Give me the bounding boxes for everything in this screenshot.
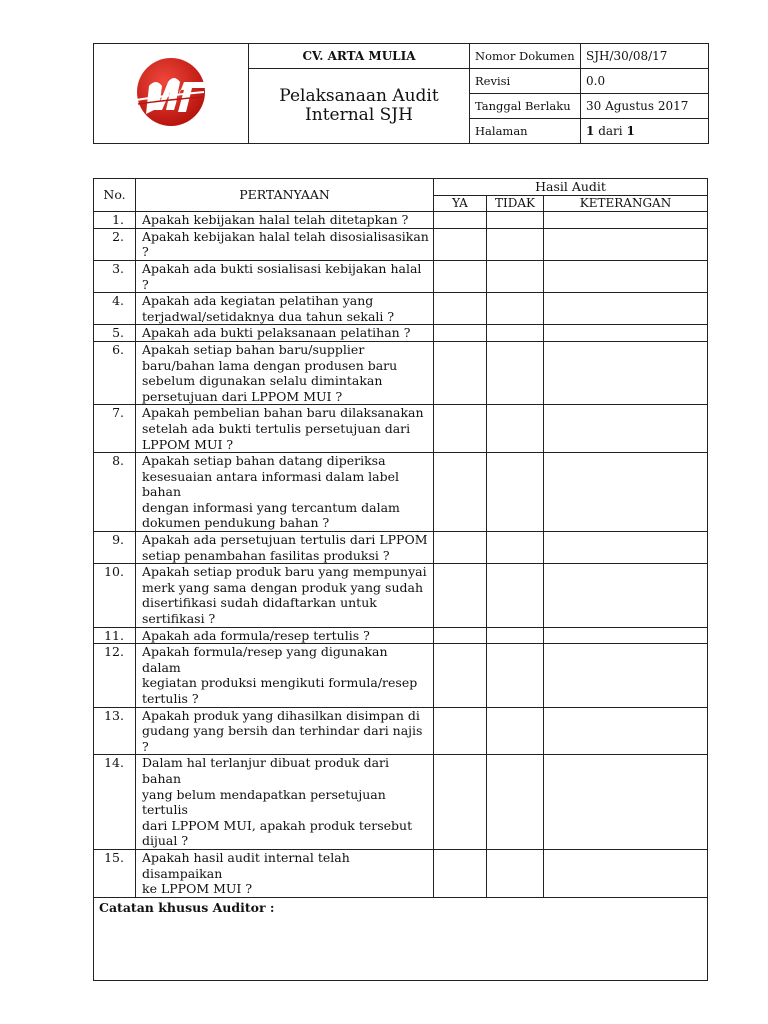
table-row bbox=[94, 532, 708, 564]
answer-ya-cell[interactable] bbox=[434, 627, 487, 644]
question-line: Apakah kebijakan halal telah ditetapkan ? bbox=[142, 212, 409, 228]
meta-value-tanggal: 30 Agustus 2017 bbox=[581, 94, 709, 119]
answer-keterangan-cell[interactable] bbox=[544, 707, 708, 755]
question-text bbox=[136, 532, 434, 564]
company-name: CV. ARTA MULIA bbox=[249, 44, 470, 69]
question-line: merk yang sama dengan produk yang sudah bbox=[142, 579, 423, 595]
question-text bbox=[136, 293, 434, 325]
row-number: 3. bbox=[94, 260, 136, 292]
question-text bbox=[136, 453, 434, 532]
answer-ya-cell[interactable] bbox=[434, 212, 487, 229]
question-line: dari LPPOM MUI, apakah produk tersebut bbox=[142, 817, 413, 833]
answer-tidak-cell[interactable] bbox=[487, 755, 544, 850]
column-header-no: No. bbox=[94, 179, 136, 212]
question-text bbox=[136, 325, 434, 342]
question-text bbox=[136, 564, 434, 627]
question-line: persetujuan dari LPPOM MUI ? bbox=[142, 388, 343, 404]
question-line: yang belum mendapatkan persetujuan tertulis bbox=[142, 786, 386, 818]
question-line: sebelum digunakan selalu dimintakan bbox=[142, 373, 383, 389]
question-line: dokumen pendukung bahan ? bbox=[142, 515, 330, 531]
table-row bbox=[94, 755, 708, 850]
answer-tidak-cell[interactable] bbox=[487, 453, 544, 532]
audit-rows bbox=[94, 212, 708, 898]
mt-logo-icon bbox=[116, 52, 226, 132]
answer-tidak-cell[interactable] bbox=[487, 564, 544, 627]
audit-table bbox=[93, 178, 708, 981]
column-header-result: Hasil Audit bbox=[434, 179, 708, 196]
answer-ya-cell[interactable] bbox=[434, 405, 487, 453]
answer-ya-cell[interactable] bbox=[434, 755, 487, 850]
auditor-notes[interactable] bbox=[94, 897, 708, 980]
answer-keterangan-cell[interactable] bbox=[544, 228, 708, 260]
answer-tidak-cell[interactable] bbox=[487, 627, 544, 644]
question-line: Dalam hal terlanjur dibuat produk dari bahan bbox=[142, 755, 390, 786]
table-row bbox=[94, 325, 708, 342]
question-line: disertifikasi sudah didaftarkan untuk bbox=[142, 595, 377, 611]
document-title bbox=[249, 69, 470, 144]
column-header-ya: YA bbox=[434, 195, 487, 212]
question-line: Apakah ada bukti pelaksanaan pelatihan ? bbox=[142, 325, 411, 341]
logo-cell bbox=[94, 44, 249, 144]
column-header-tidak: TIDAK bbox=[487, 195, 544, 212]
table-row bbox=[94, 293, 708, 325]
question-line: dengan informasi yang tercantum dalam bbox=[142, 499, 400, 515]
answer-keterangan-cell[interactable] bbox=[544, 405, 708, 453]
row-number: 15. bbox=[94, 849, 136, 897]
row-number: 14. bbox=[94, 755, 136, 850]
question-line: kegiatan produksi mengikuti formula/resep bbox=[142, 675, 418, 691]
question-line: Apakah ada bukti sosialisasi kebijakan halal ? bbox=[142, 260, 422, 292]
row-number: 10. bbox=[94, 564, 136, 627]
question-line: Apakah ada formula/resep tertulis ? bbox=[142, 627, 370, 643]
question-line: Apakah formula/resep yang digunakan dalam bbox=[142, 644, 388, 675]
column-header-question: PERTANYAAN bbox=[136, 179, 434, 212]
answer-ya-cell[interactable] bbox=[434, 564, 487, 627]
answer-keterangan-cell[interactable] bbox=[544, 212, 708, 229]
question-line: Apakah ada persetujuan tertulis dari LPPOM bbox=[142, 532, 428, 548]
answer-ya-cell[interactable] bbox=[434, 644, 487, 707]
table-row bbox=[94, 212, 708, 229]
question-text bbox=[136, 755, 434, 850]
answer-ya-cell[interactable] bbox=[434, 293, 487, 325]
question-text bbox=[136, 849, 434, 897]
answer-tidak-cell[interactable] bbox=[487, 405, 544, 453]
page-sep: dari bbox=[598, 124, 623, 138]
question-line: Apakah ada kegiatan pelatihan yang bbox=[142, 293, 374, 309]
answer-keterangan-cell[interactable] bbox=[544, 341, 708, 404]
question-line: Apakah pembelian bahan baru dilaksanakan bbox=[142, 405, 424, 421]
meta-value-revisi: 0.0 bbox=[581, 69, 709, 94]
table-row bbox=[94, 707, 708, 755]
answer-keterangan-cell[interactable] bbox=[544, 325, 708, 342]
meta-value-halaman bbox=[581, 119, 709, 144]
question-line: sertifikasi ? bbox=[142, 611, 216, 627]
document-title-line1: Pelaksanaan Audit bbox=[279, 86, 439, 106]
row-number: 5. bbox=[94, 325, 136, 342]
answer-tidak-cell[interactable] bbox=[487, 532, 544, 564]
question-text bbox=[136, 341, 434, 404]
auditor-notes-label: Catatan khusus Auditor : bbox=[99, 899, 275, 915]
table-row bbox=[94, 849, 708, 897]
answer-tidak-cell[interactable] bbox=[487, 325, 544, 342]
table-row bbox=[94, 260, 708, 292]
answer-ya-cell[interactable] bbox=[434, 228, 487, 260]
table-row bbox=[94, 644, 708, 707]
row-number: 6. bbox=[94, 341, 136, 404]
answer-keterangan-cell[interactable] bbox=[544, 564, 708, 627]
answer-ya-cell[interactable] bbox=[434, 532, 487, 564]
row-number: 12. bbox=[94, 644, 136, 707]
question-line: Apakah setiap produk baru yang mempunyai bbox=[142, 564, 427, 580]
row-number: 1. bbox=[94, 212, 136, 229]
answer-tidak-cell[interactable] bbox=[487, 260, 544, 292]
answer-tidak-cell[interactable] bbox=[487, 341, 544, 404]
answer-ya-cell[interactable] bbox=[434, 849, 487, 897]
answer-ya-cell[interactable] bbox=[434, 453, 487, 532]
row-number: 9. bbox=[94, 532, 136, 564]
meta-label-tanggal: Tanggal Berlaku bbox=[470, 94, 581, 119]
question-line: Apakah setiap bahan datang diperiksa bbox=[142, 453, 386, 469]
question-line: tertulis ? bbox=[142, 691, 199, 706]
row-number: 4. bbox=[94, 293, 136, 325]
question-line: kesesuaian antara informasi dalam label bahan bbox=[142, 468, 400, 500]
table-row bbox=[94, 627, 708, 644]
question-line: dijual ? bbox=[142, 833, 189, 849]
document-header bbox=[93, 43, 709, 144]
answer-tidak-cell[interactable] bbox=[487, 644, 544, 707]
answer-tidak-cell[interactable] bbox=[487, 293, 544, 325]
question-line: Apakah hasil audit internal telah disampaikan bbox=[142, 849, 350, 881]
row-number: 2. bbox=[94, 228, 136, 260]
row-number: 8. bbox=[94, 453, 136, 532]
row-number: 7. bbox=[94, 405, 136, 453]
answer-keterangan-cell[interactable] bbox=[544, 644, 708, 707]
row-number: 13. bbox=[94, 707, 136, 755]
question-text bbox=[136, 228, 434, 260]
question-text bbox=[136, 260, 434, 292]
answer-keterangan-cell[interactable] bbox=[544, 849, 708, 897]
question-line: baru/bahan lama dengan produsen baru bbox=[142, 357, 398, 373]
answer-keterangan-cell[interactable] bbox=[544, 627, 708, 644]
question-text bbox=[136, 644, 434, 707]
question-line: Apakah setiap bahan baru/supplier bbox=[142, 341, 365, 357]
column-header-keterangan: KETERANGAN bbox=[544, 195, 708, 212]
meta-label-revisi: Revisi bbox=[470, 69, 581, 94]
answer-ya-cell[interactable] bbox=[434, 325, 487, 342]
document-title-line2: Internal SJH bbox=[305, 105, 413, 125]
answer-ya-cell[interactable] bbox=[434, 707, 487, 755]
answer-tidak-cell[interactable] bbox=[487, 228, 544, 260]
question-line: setelah ada bukti tertulis persetujuan dari bbox=[142, 420, 411, 436]
answer-ya-cell[interactable] bbox=[434, 341, 487, 404]
question-text bbox=[136, 212, 434, 229]
question-line: Apakah produk yang dihasilkan disimpan di bbox=[142, 707, 420, 723]
meta-label-halaman: Halaman bbox=[470, 119, 581, 144]
answer-tidak-cell[interactable] bbox=[487, 849, 544, 897]
question-line: LPPOM MUI ? bbox=[142, 436, 234, 452]
answer-tidak-cell[interactable] bbox=[487, 707, 544, 755]
question-text bbox=[136, 627, 434, 644]
question-line: Apakah kebijakan halal telah disosialisasikan ? bbox=[142, 228, 429, 260]
question-line: setiap penambahan fasilitas produksi ? bbox=[142, 547, 390, 563]
answer-ya-cell[interactable] bbox=[434, 260, 487, 292]
question-text bbox=[136, 707, 434, 755]
answer-keterangan-cell[interactable] bbox=[544, 260, 708, 292]
answer-keterangan-cell[interactable] bbox=[544, 532, 708, 564]
question-line: terjadwal/setidaknya dua tahun sekali ? bbox=[142, 308, 395, 324]
table-row bbox=[94, 405, 708, 453]
meta-label-nomor: Nomor Dokumen bbox=[470, 44, 581, 69]
question-text bbox=[136, 405, 434, 453]
question-line: gudang yang bersih dan terhindar dari najis ? bbox=[142, 723, 423, 754]
table-row bbox=[94, 564, 708, 627]
meta-value-nomor: SJH/30/08/17 bbox=[581, 44, 709, 69]
answer-keterangan-cell[interactable] bbox=[544, 293, 708, 325]
page-current: 1 bbox=[586, 124, 595, 138]
row-number: 11. bbox=[94, 627, 136, 644]
table-row bbox=[94, 341, 708, 404]
answer-keterangan-cell[interactable] bbox=[544, 755, 708, 850]
answer-tidak-cell[interactable] bbox=[487, 212, 544, 229]
page-total: 1 bbox=[626, 124, 635, 138]
question-line: ke LPPOM MUI ? bbox=[142, 881, 253, 897]
table-row bbox=[94, 228, 708, 260]
answer-keterangan-cell[interactable] bbox=[544, 453, 708, 532]
table-row bbox=[94, 453, 708, 532]
